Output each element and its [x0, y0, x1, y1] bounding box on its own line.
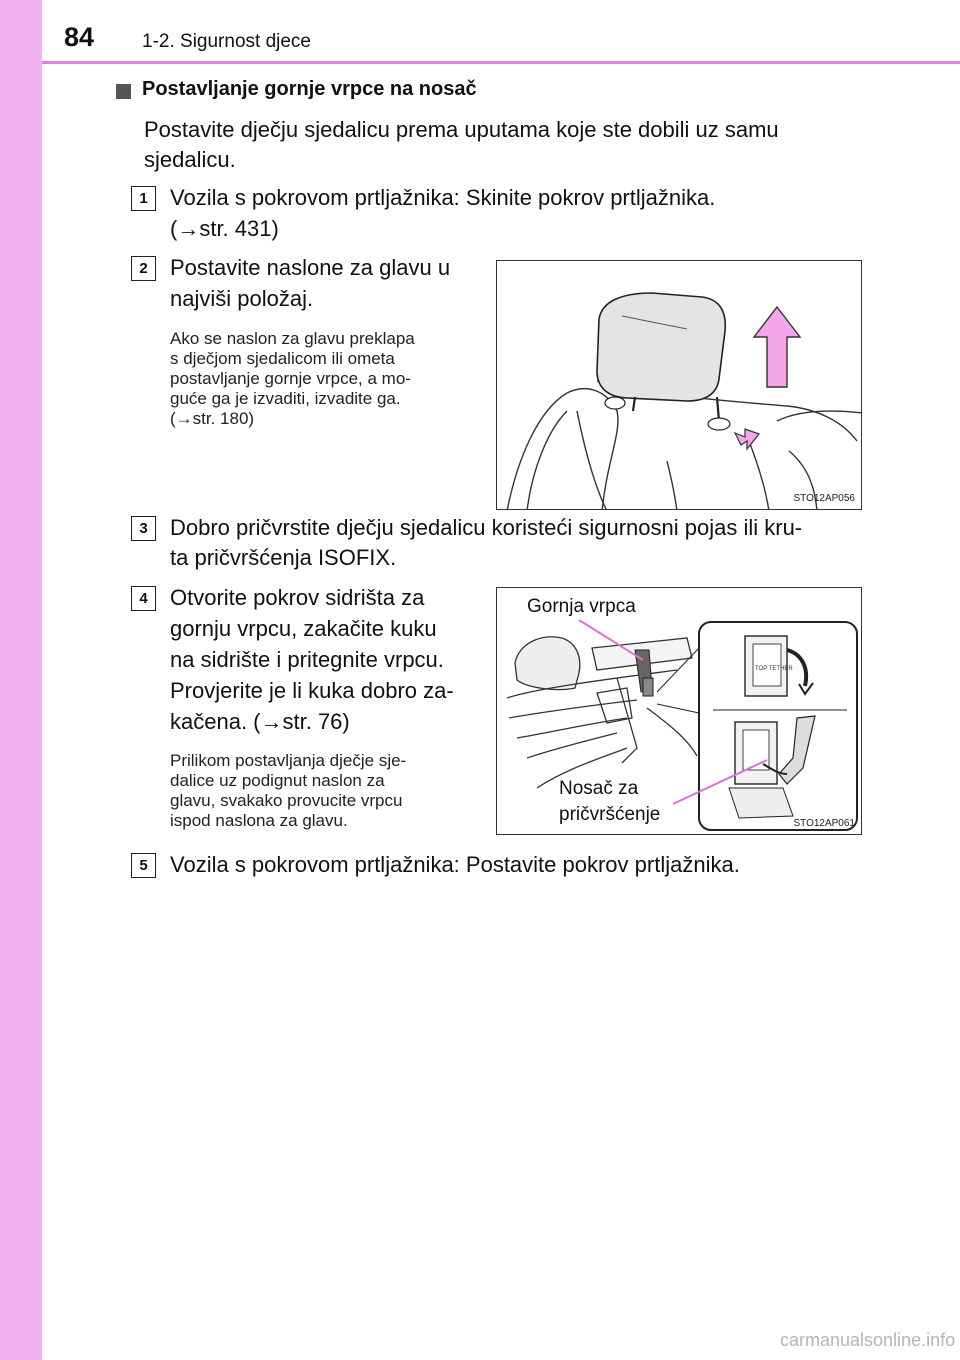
- label-anchor-line-1: Nosač za: [559, 778, 639, 799]
- step-1-line-1: Vozila s pokrovom prtljažnika: Skinite pokrov prtljažnika.: [170, 185, 716, 210]
- step-5-line-1: Vozila s pokrovom prtljažnika: Postavite pokrov prtljažnika.: [170, 852, 740, 877]
- step-2-line-2: najviši položaj.: [170, 286, 314, 311]
- step-4-line-4: Provjerite je li kuka dobro za-: [170, 678, 454, 703]
- header-rule: [42, 61, 960, 64]
- figure-code-1: STO12AP056: [793, 493, 855, 504]
- step-1-line-2: (→str. 431): [170, 216, 279, 241]
- figure-code-2: STO12AP061: [793, 818, 855, 829]
- step-4-note-2: dalice uz podignut naslon za: [170, 771, 385, 790]
- watermark: carmanualsonline.info: [780, 1330, 956, 1350]
- step-2-line-1: Postavite naslone za glavu u: [170, 255, 451, 280]
- step-2-note-3: postavljanje gornje vrpce, a mo-: [170, 369, 411, 388]
- step-3-line-2: ta pričvršćenja ISOFIX.: [170, 545, 397, 570]
- step-4-note-3: glavu, svakako provucite vrpcu: [170, 791, 403, 810]
- step-number-3: 3: [131, 516, 156, 541]
- step-4-note-1: Prilikom postavljanja dječje sje-: [170, 751, 407, 770]
- step-number-4: 4: [131, 586, 156, 611]
- tether-illustration: [497, 588, 862, 835]
- step-2-note-1: Ako se naslon za glavu preklapa: [170, 329, 415, 348]
- label-top-tether: Gornja vrpca: [527, 596, 636, 617]
- heading: Postavljanje gornje vrpce na nosač: [142, 78, 477, 100]
- step-4-line-3: na sidrište i pritegnite vrpcu.: [170, 647, 444, 672]
- side-tab: [0, 0, 42, 1360]
- step-3-line-1: Dobro pričvrstite dječju sjedalicu koristeći sigurnosni pojas ili kru-: [170, 515, 803, 540]
- step-number-1: 1: [131, 186, 156, 211]
- step-2-note-2: s dječjom sjedalicom ili ometa: [170, 349, 395, 368]
- square-bullet-icon: [116, 84, 131, 99]
- anchor-text: TOP TETHER: [755, 666, 793, 672]
- step-4-line-1: Otvorite pokrov sidrišta za: [170, 585, 425, 610]
- step-4-note-4: ispod naslona za glavu.: [170, 811, 348, 830]
- step-2-note-5: (→str. 180): [170, 409, 255, 428]
- step-4-line-5: kačena. (→str. 76): [170, 709, 350, 734]
- step-4-line-2: gornju vrpcu, zakačite kuku: [170, 616, 437, 641]
- intro-line-1: Postavite dječju sjedalicu prema uputama koje ste dobili uz samu: [144, 117, 779, 142]
- step-number-5: 5: [131, 853, 156, 878]
- tether-figure: [496, 587, 862, 835]
- page-number: 84: [64, 22, 95, 52]
- label-anchor-line-2: pričvršćenje: [559, 804, 661, 825]
- headrest-figure: [496, 260, 862, 510]
- headrest-illustration: [497, 261, 862, 510]
- intro-line-2: sjedalicu.: [144, 147, 236, 172]
- step-2-note-4: guće ga je izvaditi, izvadite ga.: [170, 389, 401, 408]
- step-number-2: 2: [131, 256, 156, 281]
- section-title: 1-2. Sigurnost djece: [142, 31, 311, 52]
